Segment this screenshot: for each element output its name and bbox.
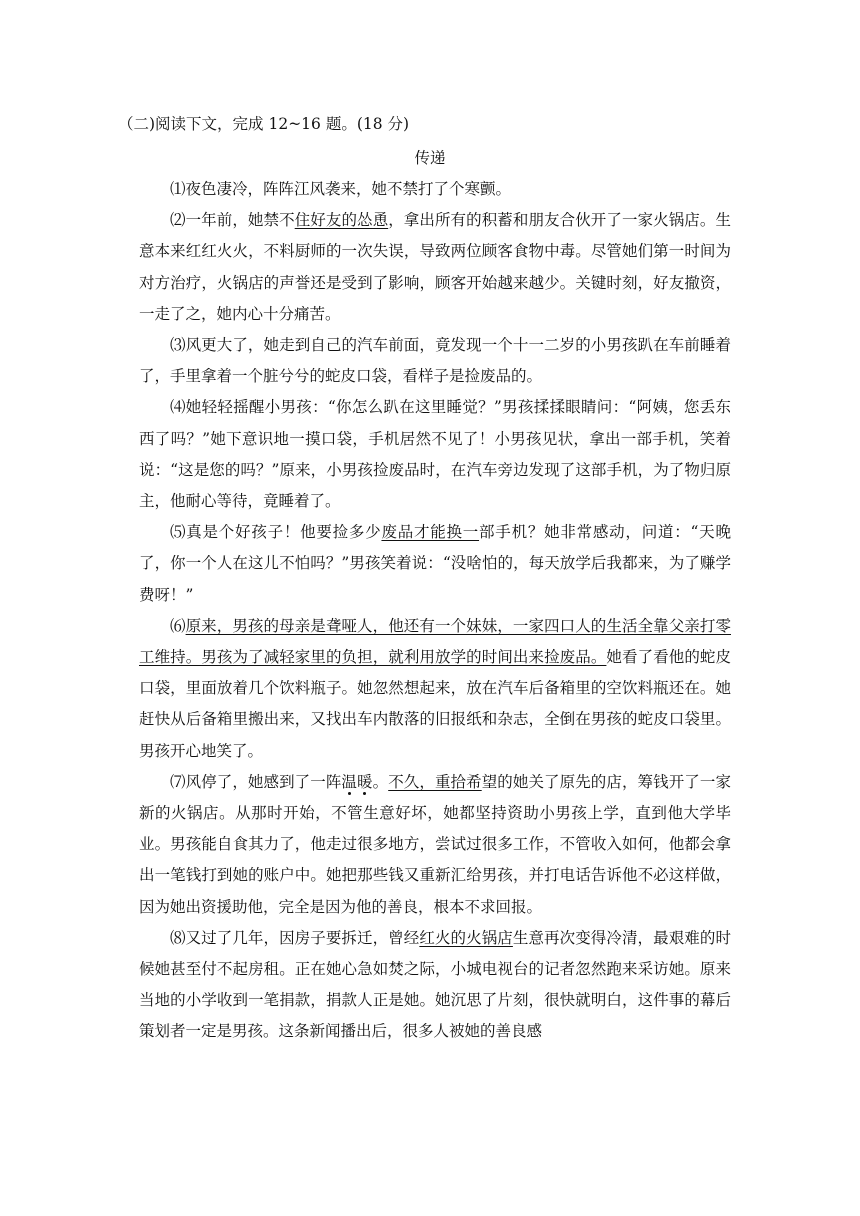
paragraph-number: ⑷ [170, 398, 186, 417]
paragraph-text: 风更大了，她走到自己的汽车前面，竟发现一个十一二岁的小男孩趴在车前睡着了，手里拿着一个脏兮兮的蛇皮口袋，看样子是捡废品的。 [139, 336, 731, 386]
underlined-sentence: 原来，男孩的母亲是聋哑人，他还有一个妹妹，一家四口人的生活全靠父亲打零工维持。男孩为了减轻家里的负担，就利用放学的时间出来捡废品。 [139, 616, 731, 667]
paragraph-number: ⑹ [170, 616, 186, 635]
paragraph-text: 风停了，她感到了一阵 [185, 772, 342, 791]
paragraph-7 [139, 767, 731, 923]
paragraph-text: 望的她关了原先的店，筹钱开了一家新的火锅店。从那时开始，不管生意好坏，她都坚持资助小男孩上学，直到他大学毕业。男孩能自食其力了，他走过很多地方，尝试过很多工作，不管收入如何，他都会拿出一笔钱打到她的账户中。她把那些钱又重新汇给男孩，并打电话告诉他不必这样做，因为她出资援助他，完全是因为他的善良，根本不求回报。 [139, 772, 731, 916]
paragraph-text: 夜色凄冷，阵阵江风袭来，她不禁打了个寒颤。 [185, 180, 512, 198]
paragraph-text: 一年前，她禁不 [185, 211, 295, 230]
paragraph-4 [139, 392, 731, 517]
paragraph-text: 真是个好孩子！他要捡多少 [186, 523, 382, 542]
paragraph-text: 生意再次变得冷清，最艰难的时候她甚至付不起房租。正在她心急如焚之际，小城电视台的记者忽然跑来采访她。原来当地的小学收到一笔捐款，捐款人正是她。她沉思了片刻，很快就明白，这件事的幕后策划者一定是男孩。这条新闻播出后，很多人被她的善良感 [139, 928, 731, 1041]
paragraph-number: ⑵ [170, 211, 186, 230]
paragraph-text: 。 [372, 772, 389, 791]
underlined-phrase: 住好友的怂恿 [294, 211, 389, 230]
underlined-phrase: 红火的火锅店 [419, 928, 513, 947]
underlined-phrase: 不久，重拾希 [388, 772, 482, 791]
paragraph-number: ⑶ [170, 336, 186, 355]
paragraph-text: ，拿出所有的积蓄和朋友合伙开了一家火锅店。生意本来红红火火，不料厨师的一次失误，导致两位顾客食物中毒。尽管她们第一时间为对方治疗，火锅店的声誉还是受到了影响，顾客开始越来越少。关键时刻，好友撤资，一走了之，她内心十分痛苦。 [139, 211, 731, 323]
article-body [139, 174, 731, 1048]
paragraph-number: ⑸ [170, 523, 187, 542]
paragraph-text: 她看了看他的蛇皮口袋，里面放着几个饮料瓶子。她忽然想起来，放在汽车后备箱里的空饮料瓶还在。她赶快从后备箱里搬出来，又找出车内散落的旧报纸和杂志，全倒在男孩的蛇皮口袋里。男孩开心地笑了。 [139, 648, 731, 760]
emphasis-dotted-char: 暖 [357, 772, 373, 791]
paragraph-3 [139, 330, 731, 392]
article-title: 传递 [414, 149, 446, 167]
emphasis-dotted-char: 温 [341, 772, 358, 791]
paragraph-2 [139, 205, 731, 330]
paragraph-8 [139, 923, 731, 1048]
paragraph-text: 部手机？她非常感动，问道：“天晚了，你一个人在这儿不怕吗？”男孩笑着说：“没啥怕的，每天放学后我都来，为了赚学费呀！” [139, 523, 731, 604]
paragraph-5 [139, 517, 731, 611]
paragraph-text: 又过了几年，因房子要拆迁，曾经 [185, 928, 420, 947]
paragraph-text: 她轻轻摇醒小男孩：“你怎么趴在这里睡觉？”男孩揉揉眼睛问：“阿姨，您丢东西了吗？”她下意识地一摸口袋，手机居然不见了！小男孩见状，拿出一部手机，笑着说：“这是您的吗？”原来，小男孩捡废品时，在汽车旁边发现了这部手机，为了物归原主，他耐心等待，竟睡着了。 [139, 398, 731, 511]
paragraph-6 [139, 611, 731, 767]
paragraph-number: ⑺ [170, 772, 186, 791]
underlined-phrase: 废品才能换一 [381, 523, 480, 542]
paragraph-1 [139, 174, 731, 205]
section-heading: （二)阅读下文，完成 12~16 题。(18 分) [118, 115, 410, 133]
paragraph-number: ⑴ [170, 180, 186, 198]
paragraph-number: ⑻ [170, 928, 186, 947]
